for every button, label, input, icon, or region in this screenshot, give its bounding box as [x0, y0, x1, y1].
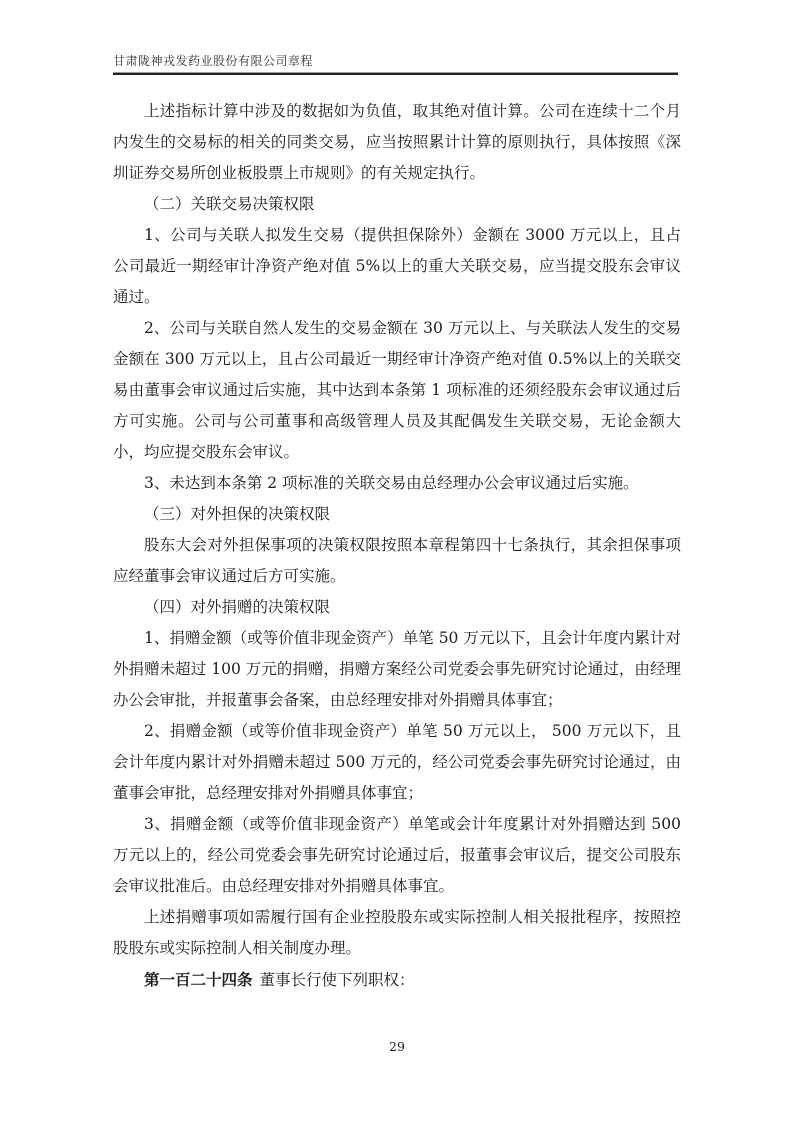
header-divider: [113, 72, 678, 75]
paragraph: 2、公司与关联自然人发生的交易金额在 30 万元以上、与关联法人发生的交易金额在 300 万元以上，且占公司最近一期经审计净资产绝对值 0.5%以上的关联交易由董事会审议通过后实施，其中达到本条第 1 项标准的还须经股东会审议通过后方可实施。公司与公司董事和高级管理人员及其配偶发生关联交易，无论金额大小，均应提交股东会审议。: [113, 319, 681, 461]
paragraph: 1、捐赠金额（或等价值非现金资产）单笔 50 万元以下，且会计年度内累计对外捐赠未超过 100 万元的捐赠，捐赠方案经公司党委会事先研究讨论通过，由经理办公会审批，并报董事会备案，由总经理安排对外捐赠具体事宜；: [113, 629, 681, 709]
paragraph: 上述捐赠事项如需履行国有企业控股股东或实际控制人相关报批程序，按照控股股东或实际控制人相关制度办理。: [113, 908, 681, 957]
section-heading: （二）关联交易决策权限: [144, 195, 315, 213]
article-number: 第一百二十四条: [144, 970, 253, 989]
article-text: 董事长行使下列职权：: [259, 971, 415, 989]
article-paragraph: [113, 964, 681, 996]
page-header: [113, 54, 678, 75]
paragraph: 3、未达到本条第 2 项标准的关联交易由总经理办公会审议通过后实施。: [144, 474, 639, 492]
paragraph: 3、捐赠金额（或等价值非现金资产）单笔或会计年度累计对外捐赠达到 500 万元以上的，经公司党委会事先研究讨论通过后，报董事会审议后，提交公司股东会审议批准后。由总经理安排对外捐赠具体事宜。: [113, 815, 681, 895]
page-number: 29: [389, 1039, 405, 1054]
paragraph: 1、公司与关联人拟发生交易（提供担保除外）金额在 3000 万元以上，且占公司最近一期经审计净资产绝对值 5%以上的重大关联交易，应当提交股东会审议通过。: [113, 226, 681, 306]
document-body: [113, 96, 681, 996]
document-title: 甘肃陇神戎发药业股份有限公司章程: [113, 54, 314, 68]
paragraph: 股东大会对外担保事项的决策权限按照本章程第四十七条执行，其余担保事项应经董事会审议通过后方可实施。: [113, 536, 681, 585]
paragraph: 2、捐赠金额（或等价值非现金资产）单笔 50 万元以上， 500 万元以下，且会计年度内累计对外捐赠未超过 500 万元的，经公司党委会事先研究讨论通过，由董事会审批，总经理安排对外捐赠具体事宜；: [113, 722, 681, 802]
page-footer: [0, 1036, 794, 1055]
section-heading: （三）对外担保的决策权限: [144, 505, 331, 523]
paragraph: 上述指标计算中涉及的数据如为负值，取其绝对值计算。公司在连续十二个月内发生的交易标的相关的同类交易，应当按照累计计算的原则执行，具体按照《深圳证券交易所创业板股票上市规则》的有关规定执行。: [113, 102, 681, 182]
section-heading: （四）对外捐赠的决策权限: [144, 598, 331, 616]
